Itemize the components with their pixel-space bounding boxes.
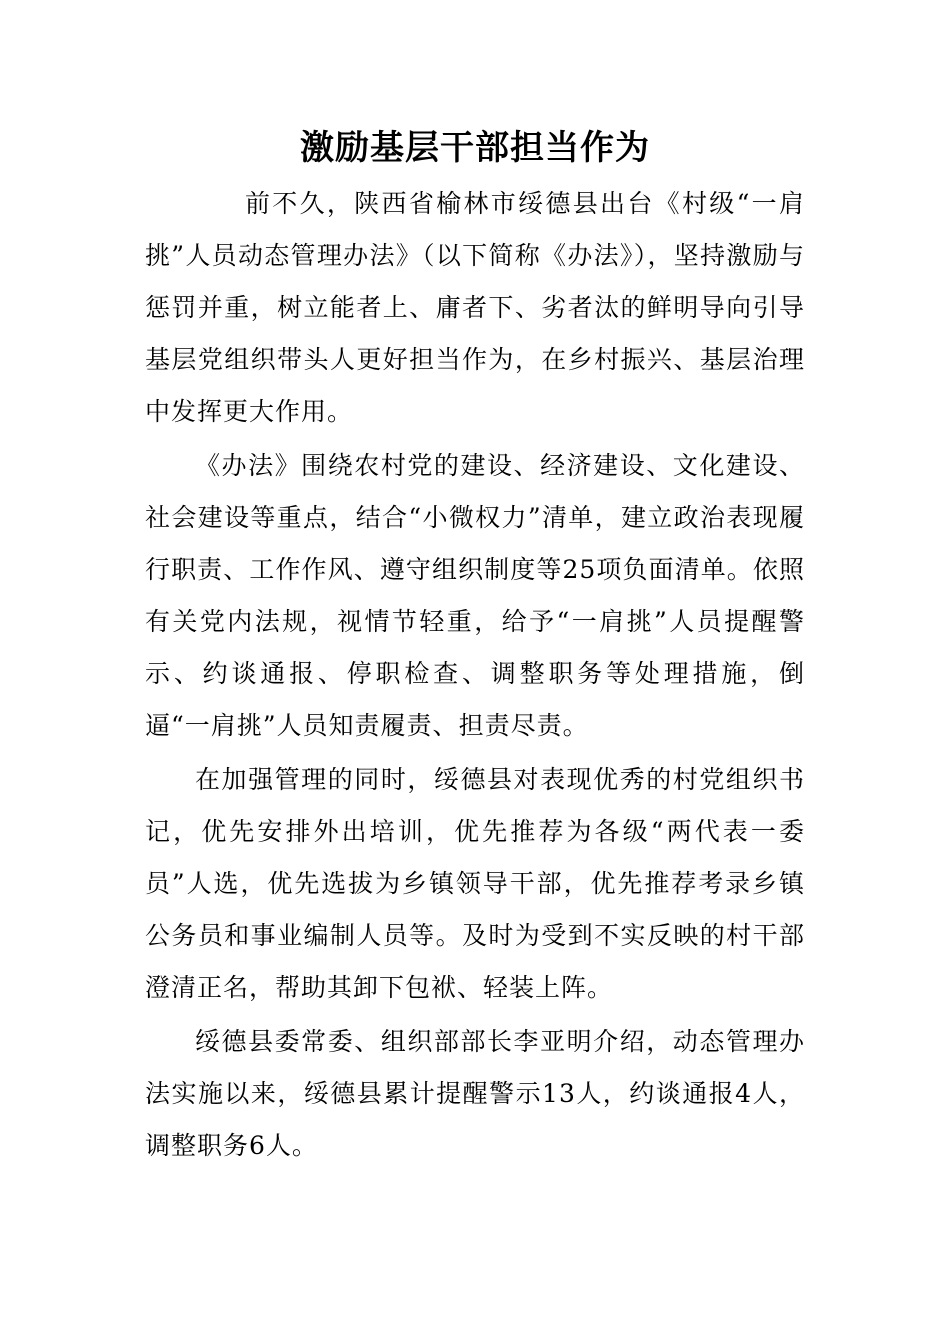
paragraph-3: 在加强管理的同时，绥德县对表现优秀的村党组织书记，优先安排外出培训，优先推荐为各级“两代表一委员”人选，优先选拔为乡镇领导干部，优先推荐考录乡镇公务员和事业编制人员等。及时为受到不实反映的村干部澄清正名，帮助其卸下包袱、轻装上阵。 bbox=[145, 765, 805, 1002]
document-title: 激励基层干部担当作为 bbox=[300, 128, 650, 168]
paragraph-4: 绥德县委常委、组织部部长李亚明介绍，动态管理办法实施以来，绥德县累计提醒警示13人，约谈通报4人，调整职务6人。 bbox=[145, 1027, 805, 1160]
paragraph-2: 《办法》围绕农村党的建设、经济建设、文化建设、社会建设等重点，结合“小微权力”清单，建立政治表现履行职责、工作作风、遵守组织制度等25项负面清单。依照有关党内法规，视情节轻重，给予“一肩挑”人员提醒警示、约谈通报、停职检查、调整职务等处理措施，倒逼“一肩挑”人员知责履责、担责尽责。 bbox=[145, 451, 805, 740]
paragraph-1: 前不久，陕西省榆林市绥德县出台《村级“一肩挑”人员动态管理办法》（以下简称《办法》），坚持激励与惩罚并重，树立能者上、庸者下、劣者汰的鲜明导向引导基层党组织带头人更好担当作为，在乡村振兴、基层治理中发挥更大作用。 bbox=[145, 189, 805, 426]
document-body bbox=[145, 178, 805, 1172]
